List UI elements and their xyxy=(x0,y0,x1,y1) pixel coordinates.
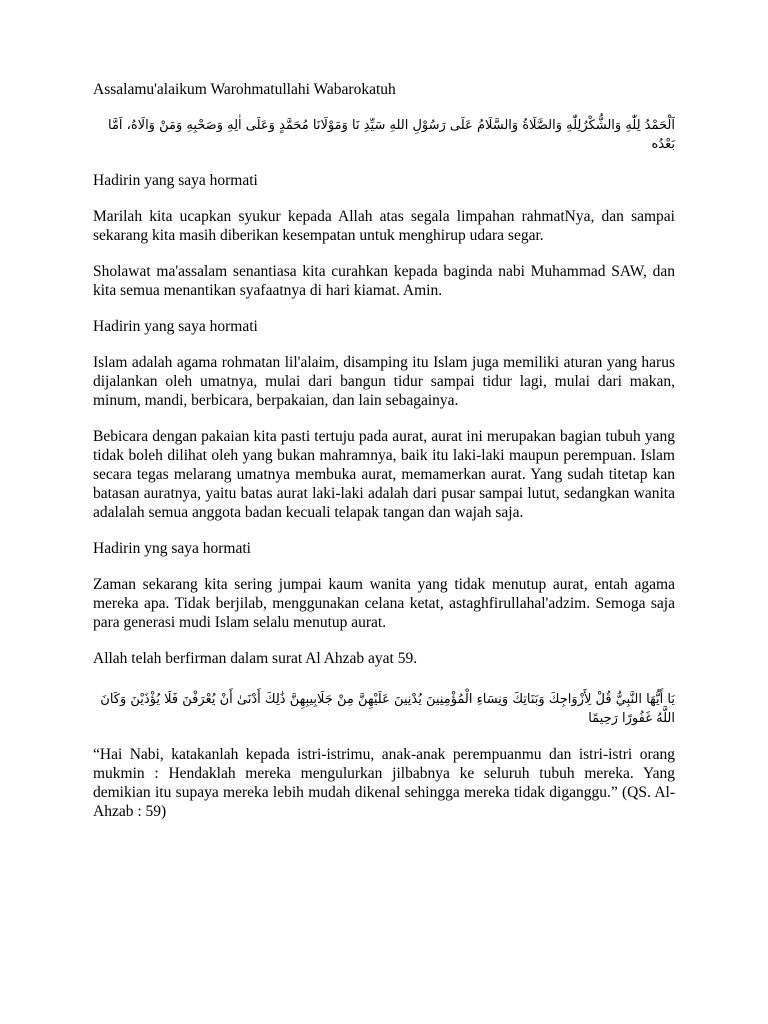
address-line-2: Hadirin yang saya hormati xyxy=(93,318,258,335)
greeting: Assalamu'alaikum Warohmatullahi Wabarokatuh xyxy=(93,81,396,98)
paragraph-modern-times: Zaman sekarang kita sering jumpai kaum wanita yang tidak menutup aurat, entah agama mereka apa. Tidak berjilab, menggunakan celana ketat, astaghfirullahal'adzim. Semoga saja para generasi mudi Islam selalu menutup aurat. xyxy=(93,576,675,631)
document-page xyxy=(93,80,675,821)
paragraph-islam-rules: Islam adalah agama rohmatan lil'alaim, disamping itu Islam juga memiliki aturan yang harus dijalankan oleh umatnya, mulai dari bangun tidur sampai tidur lagi, mulai dari makan, minum, mandi, berbicara, berpakaian, dan lain sebagainya. xyxy=(93,354,675,409)
paragraph-surah-intro: Allah telah berfirman dalam surat Al Ahzab ayat 59. xyxy=(93,650,418,667)
verse-translation: “Hai Nabi, katakanlah kepada istri-istrimu, anak-anak perempuanmu dan istri-istri orang mukmin : Hendaklah mereka mengulurkan jilbabnya ke seluruh tubuh mereka. Yang demikian itu supaya mereka lebih mudah dikenal sehingga mereka tidak diganggu.” (QS. Al-Ahzab : 59) xyxy=(93,746,675,820)
address-line-3: Hadirin yng saya hormati xyxy=(93,540,251,557)
verse-arabic-text: يَا أَيُّهَا النَّبِيُّ قُلْ لِأَزْوَاجِكَ وَبَنَاتِكَ وَنِسَاءِ الْمُؤْمِنِينَ يُدْنِينَ عَلَيْهِنَّ مِنْ جَلَابِيبِهِنَّ ذَٰلِكَ أَدْنَىٰ أَنْ يُعْرَفْنَ فَلَا يُؤْذَيْنَ وَكَانَ اللَّهُ غَفُورًا رَحِيمًا xyxy=(100,692,675,726)
paragraph-aurat: Bebicara dengan pakaian kita pasti tertuju pada aurat, aurat ini merupakan bagian tubuh yang tidak boleh dilihat oleh yang bukan mahramnya, baik itu laki-laki maupun perempuan. Islam secara tegas melarang umatnya membuka aurat, memamerkan aurat. Yang sudah titetap kan batasan auratnya, yaitu batas aurat laki-laki adalah dari pusar sampai lutut, sedangkan wanita adalalah semua anggota badan kecuali telapak tangan dan wajah saja. xyxy=(93,428,675,521)
opening-arabic-text: اَلْحَمْدُ لِلّٰهِ وَالشُّكْرُلِلّٰهِ وَالصَّلَاةُ وَالسَّلَامُ عَلَى رَسُوْلِ اللهِ سَيِّدِ نَا وَمَوْلَانَا مُحَمَّدٍ وَعَلَى اٰلِهِ وَصَحْبِهِ وَمَنْ وَالَاهُ، اَمَّا بَعْدُه xyxy=(107,118,675,152)
paragraph-sholawat: Sholawat ma'assalam senantiasa kita curahkan kepada baginda nabi Muhammad SAW, dan kita semua menantikan syafaatnya di hari kiamat. Amin. xyxy=(93,263,675,299)
address-line-1: Hadirin yang saya hormati xyxy=(93,172,258,189)
paragraph-gratitude: Marilah kita ucapkan syukur kepada Allah atas segala limpahan rahmatNya, dan sampai sekarang kita masih diberikan kesempatan untuk menghirup udara segar. xyxy=(93,208,675,244)
